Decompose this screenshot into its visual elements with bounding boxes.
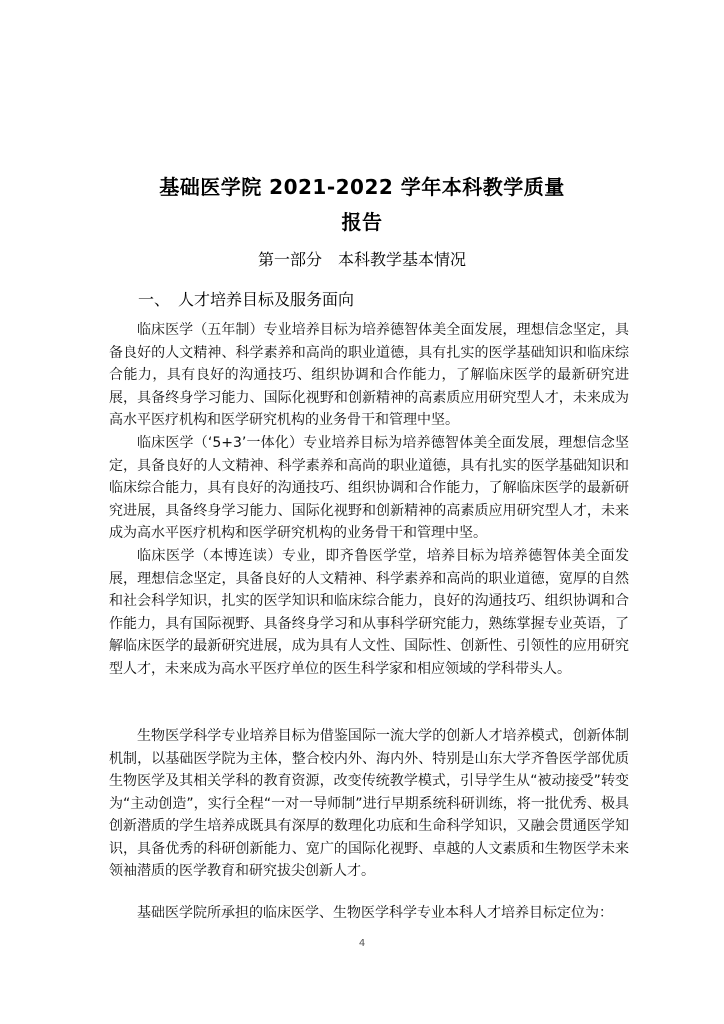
paragraph: 基础医学院所承担的临床医学、生物医学科学专业本科人才培养目标定位为：: [137, 905, 613, 921]
report-title-line-1: 基础医学院 2021-2022 学年本科教学质量: [159, 175, 565, 199]
paragraph-4-block: [109, 725, 629, 883]
paragraph-2-block: [109, 432, 629, 545]
paragraph-5-block: [109, 902, 629, 925]
page-number: 4: [358, 938, 366, 949]
paragraph: 临床医学（五年制）专业培养目标为培养德智体美全面发展，理想信念坚定，具备良好的人文精神、科学素养和高尚的职业道德，具有扎实的医学基础知识和临床综合能力，具有良好的沟通技巧、组织协调和合作能力，了解临床医学的最新研究进展，具备终身学习能力、国际化视野和创新精神的高素质应用研究型人才，未来成为高水平医疗机构和医学研究机构的业务骨干和管理中坚。: [109, 322, 629, 428]
report-title-line-2: 报告: [341, 210, 383, 234]
paragraph-3-block: [109, 545, 629, 680]
paragraph-1-block: [109, 319, 629, 432]
part-title: 第一部分 本科教学基本情况: [257, 250, 466, 269]
paragraph: 生物医学科学专业培养目标为借鉴国际一流大学的创新人才培养模式，创新体制机制，以基础医学院为主体，整合校内外、海内外、特别是山东大学齐鲁医学部优质生物医学及其相关学科的教育资源，改变传统教学模式，引导学生从“被动接受”转变为“主动创造”，实行全程“一对一导师制”进行早期系统科研训练，将一批优秀、极具创新潜质的学生培养成既具有深厚的数理化功底和生命科学知识，又融会贯通医学知识，具备优秀的科研创新能力、宽广的国际化视野、卓越的人文素质和生物医学未来领袖潜质的医学教育和研究拔尖创新人才。: [109, 728, 629, 879]
paragraph: 临床医学（本博连读）专业，即齐鲁医学堂，培养目标为培养德智体美全面发展，理想信念坚定，具备良好的人文精神、科学素养和高尚的职业道德，宽厚的自然和社会科学知识，扎实的医学知识和临床综合能力，良好的沟通技巧、组织协调和合作能力，具有国际视野、具备终身学习和从事科学研究能力，熟练掌握专业英语，了解临床医学的最新研究进展，成为具有人文性、国际性、创新性、引领性的应用研究型人才，未来成为高水平医疗单位的医生科学家和相应领域的学科带头人。: [109, 548, 629, 677]
paragraph: 临床医学（‘5+3’一体化）专业培养目标为培养德智体美全面发展，理想信念坚定，具备良好的人文精神、科学素养和高尚的职业道德，具有扎实的医学基础知识和临床综合能力，具有良好的沟通技巧、组织协调和合作能力，了解临床医学的最新研究进展，具备终身学习能力、国际化视野和创新精神的高素质应用研究型人才，未来成为高水平医疗机构和医学研究机构的业务骨干和管理中坚。: [109, 435, 629, 541]
section-heading: 一、 人才培养目标及服务面向: [138, 290, 355, 309]
